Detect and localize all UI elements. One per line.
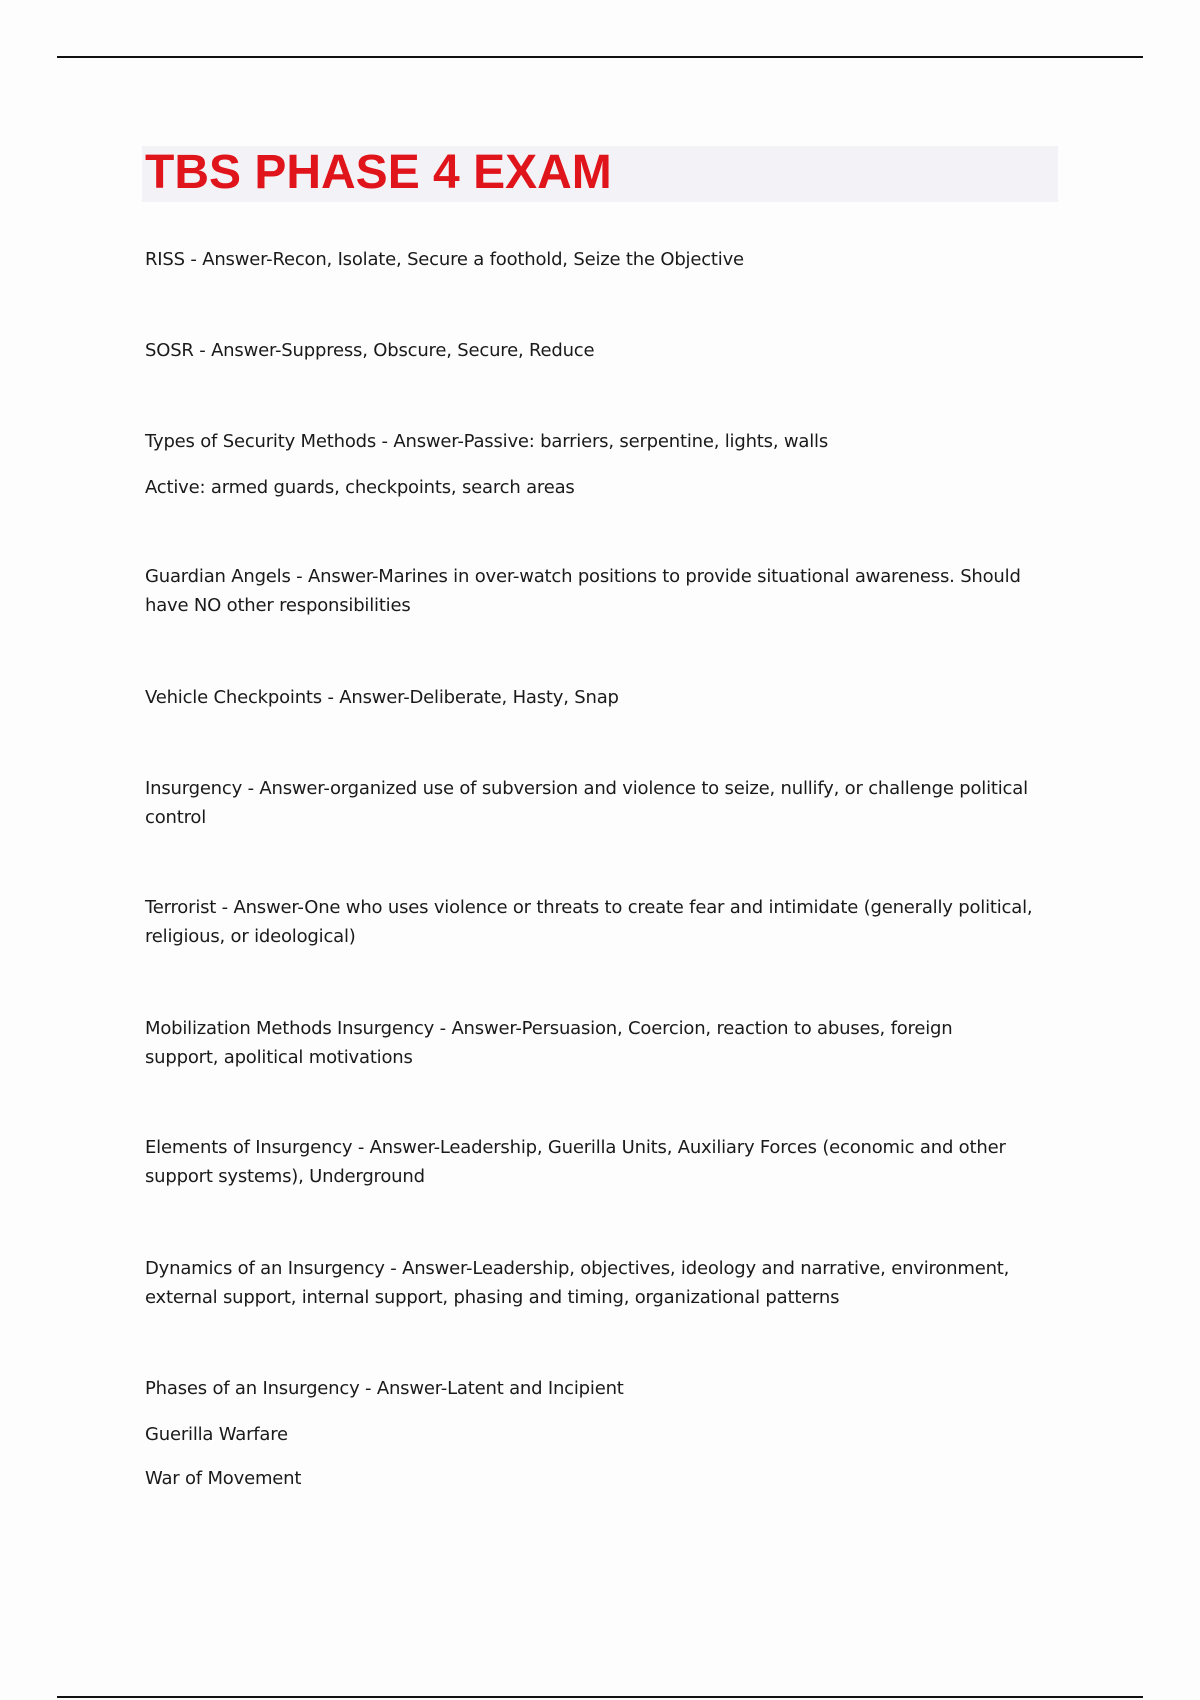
bottom-rule [57,1696,1143,1698]
entry-line: War of Movement [145,1468,302,1489]
entry-line: Phases of an Insurgency - Answer-Latent and Incipient [145,1378,624,1399]
entry-line: Mobilization Methods Insurgency - Answer-Persuasion, Coercion, reaction to abuses, foreign [145,1018,953,1039]
entry-line: Vehicle Checkpoints - Answer-Deliberate, Hasty, Snap [145,687,619,708]
entry-phases-of-insurgency [145,1374,1060,1403]
entry-line: SOSR - Answer-Suppress, Obscure, Secure, Reduce [145,340,595,361]
entry-mobilization-methods [145,1014,1060,1072]
entry-security-methods [145,427,1060,456]
entry-insurgency [145,774,1060,832]
entry-guerilla-warfare [145,1420,1060,1449]
entry-line: Dynamics of an Insurgency - Answer-Leadership, objectives, ideology and narrative, environment, [145,1258,1010,1279]
entry-active-security [145,473,1060,502]
document-title: TBS PHASE 4 EXAM [145,146,612,199]
entry-line: Insurgency - Answer-organized use of subversion and violence to seize, nullify, or challenge political [145,778,1028,799]
entry-line: support, apolitical motivations [145,1047,413,1068]
entry-line: have NO other responsibilities [145,595,411,616]
entry-line: Terrorist - Answer-One who uses violence or threats to create fear and intimidate (generally political, [145,897,1033,918]
entry-line: Active: armed guards, checkpoints, search areas [145,477,575,498]
entry-line: Types of Security Methods - Answer-Passive: barriers, serpentine, lights, walls [145,431,828,452]
entry-line: control [145,807,206,828]
entry-line: Guerilla Warfare [145,1424,288,1445]
entry-guardian-angels [145,562,1060,620]
entry-riss [145,245,1060,274]
entry-line: external support, internal support, phasing and timing, organizational patterns [145,1287,840,1308]
entry-vehicle-checkpoints [145,683,1060,712]
entry-line: Guardian Angels - Answer-Marines in over-watch positions to provide situational awareness. Should [145,566,1021,587]
entry-line: Elements of Insurgency - Answer-Leadership, Guerilla Units, Auxiliary Forces (economic and other [145,1137,1006,1158]
entry-dynamics-of-insurgency [145,1254,1060,1312]
entry-line: religious, or ideological) [145,926,356,947]
entry-elements-of-insurgency [145,1133,1060,1191]
top-rule [57,56,1143,58]
entry-line: support systems), Underground [145,1166,425,1187]
entry-sosr [145,336,1060,365]
entry-war-of-movement [145,1464,1060,1493]
entry-line: RISS - Answer-Recon, Isolate, Secure a foothold, Seize the Objective [145,249,744,270]
entry-terrorist [145,893,1060,951]
